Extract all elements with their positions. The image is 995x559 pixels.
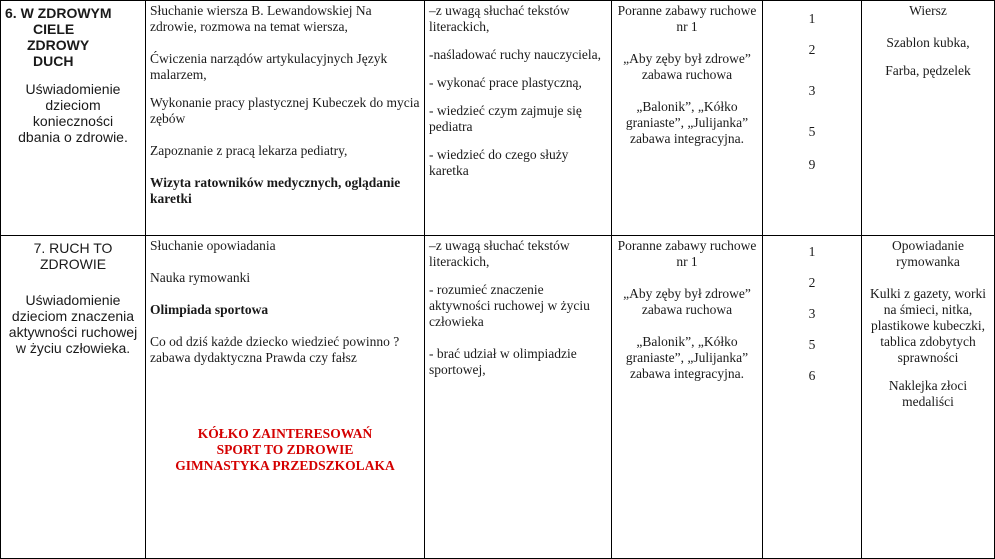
table-row	[1, 1, 995, 236]
goal: - rozumieć znaczenie aktywności ruchowej w życiu człowieka	[429, 282, 590, 329]
activity: Zapoznanie z pracą lekarza pediatry,	[150, 143, 348, 158]
material: Kulki z gazety, worki na śmieci, nitka, plastikowe kubeczki, tablica zdobytych sprawności	[869, 286, 987, 365]
numbers-cell	[763, 1, 862, 236]
game: „Balonik”, „Kółko graniaste”, „Julijanka” zabawa integracyjna.	[625, 99, 749, 146]
topic-title-line: CIELE	[33, 21, 75, 37]
table-row	[1, 236, 995, 559]
number: 5	[808, 124, 816, 139]
game: „Aby zęby był zdrowe” zabawa ruchowa	[623, 51, 751, 82]
goal: - brać udział w olimpiadzie sportowej,	[429, 346, 577, 377]
topic-cell	[1, 1, 146, 236]
game: „Balonik”, „Kółko graniaste”, „Julijanka” zabawa integracyjna.	[625, 334, 749, 381]
interest-circle-title: KÓŁKO ZAINTERESOWAŃ	[197, 426, 373, 441]
material: Wiersz	[909, 3, 947, 18]
topic-title-line: ZDROWIE	[39, 256, 107, 272]
topic-title-line: ZDROWY	[27, 37, 90, 53]
material: Opowiadanie rymowanka	[892, 238, 964, 269]
materials-cell	[862, 236, 995, 559]
goal: -naśladować ruchy nauczyciela,	[429, 47, 602, 62]
number: 1	[808, 244, 816, 259]
activity: Ćwiczenia narządów artykulacyjnych Język malarzem,	[150, 51, 388, 82]
goals-cell	[425, 1, 612, 236]
number: 3	[808, 306, 816, 321]
aim-line: w życiu człowieka.	[15, 340, 131, 356]
games-cell	[612, 1, 763, 236]
game: „Aby zęby był zdrowe” zabawa ruchowa	[623, 286, 751, 317]
goal: –z uwagą słuchać tekstów literackich,	[429, 238, 570, 269]
activity: Słuchanie opowiadania	[150, 238, 276, 253]
activity: Nauka rymowanki	[150, 270, 251, 285]
aim-line: dzieciom znaczenia	[11, 308, 135, 324]
topic-title-line: DUCH	[33, 53, 74, 69]
aim-line: dzieciom konieczności	[32, 97, 114, 129]
activities-cell	[146, 1, 425, 236]
activities-cell	[146, 236, 425, 559]
interest-circle-title: GIMNASTYKA PRZEDSZKOLAKA	[175, 458, 395, 473]
number: 5	[808, 337, 816, 352]
interest-circle-title: SPORT TO ZDROWIE	[216, 442, 354, 457]
topic-title-line: 6. W ZDROWYM	[5, 5, 112, 21]
activity: Co od dziś każde dziecko wiedzieć powinno ? zabawa dydaktyczna Prawda czy fałsz	[150, 334, 400, 365]
topic-title-line: 7. RUCH TO	[33, 240, 113, 256]
material: Szablon kubka,	[886, 35, 970, 50]
aim-line: aktywności ruchowej	[8, 324, 138, 340]
number: 2	[808, 42, 816, 57]
activity: Wykonanie pracy plastycznej Kubeczek do mycia zębów	[150, 95, 420, 126]
topic-cell	[1, 236, 146, 559]
number: 1	[808, 11, 816, 26]
number: 2	[808, 275, 816, 290]
goal: –z uwagą słuchać tekstów literackich,	[429, 3, 570, 34]
game: Poranne zabawy ruchowe nr 1	[617, 238, 757, 269]
number: 9	[808, 157, 816, 172]
number: 3	[808, 83, 816, 98]
material: Naklejka złoci medaliści	[888, 378, 968, 409]
game: Poranne zabawy ruchowe nr 1	[617, 3, 757, 34]
material: Farba, pędzelek	[885, 63, 971, 78]
materials-cell	[862, 1, 995, 236]
goals-cell	[425, 236, 612, 559]
goal: - wiedzieć do czego służy karetka	[429, 147, 569, 178]
activity: Słuchanie wiersza B. Lewandowskiej Na zdrowie, rozmowa na temat wiersza,	[150, 3, 372, 34]
games-cell	[612, 236, 763, 559]
aim-line: dbania o zdrowie.	[18, 129, 128, 145]
activity: Wizyta ratowników medycznych, oglądanie karetki	[150, 175, 401, 206]
activity: Olimpiada sportowa	[150, 302, 269, 317]
number: 6	[808, 368, 816, 383]
goal: - wykonać prace plastyczną,	[429, 75, 582, 90]
goal: - wiedzieć czym zajmuje się pediatra	[429, 103, 582, 134]
aim-line: Uświadomienie	[25, 81, 121, 97]
aim-line: Uświadomienie	[25, 292, 121, 308]
numbers-cell	[763, 236, 862, 559]
